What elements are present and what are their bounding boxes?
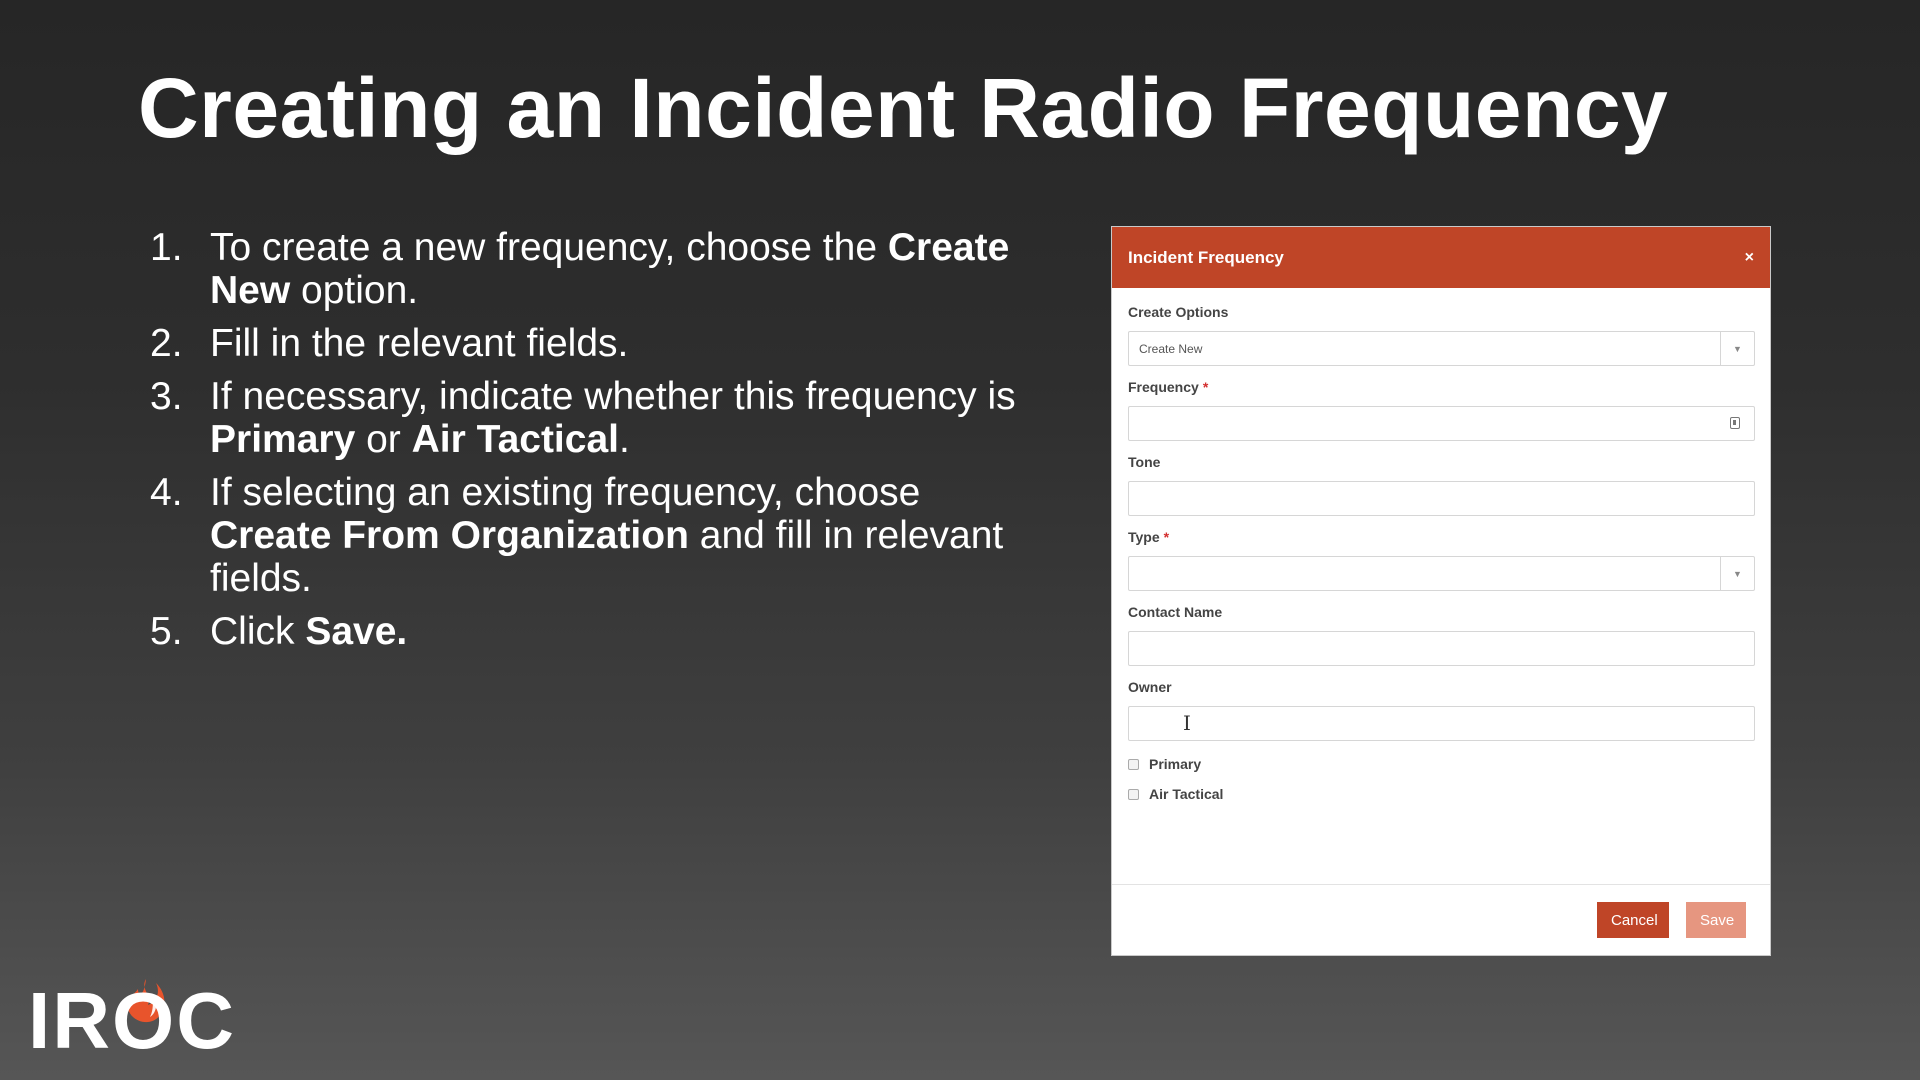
primary-checkbox-row[interactable]: [1128, 754, 1755, 774]
air-tactical-label: Air Tactical: [1149, 786, 1224, 802]
type-label: Type: [1128, 529, 1160, 545]
tone-field: [1128, 454, 1755, 516]
text-cursor-icon: I: [1183, 711, 1191, 735]
list-item: 4. If selecting an existing frequency, choose Create From Organization and fill in relevant fields.: [150, 471, 1004, 600]
list-item: 5. Click Save.: [150, 610, 408, 653]
contact-name-input[interactable]: [1128, 631, 1755, 666]
cancel-button[interactable]: Cancel: [1597, 902, 1669, 938]
chevron-down-icon[interactable]: ▼: [1720, 332, 1754, 365]
close-icon[interactable]: ×: [1744, 248, 1754, 266]
dialog-footer: [1112, 884, 1770, 955]
instruction-list: [150, 226, 1050, 663]
dialog-body: [1112, 288, 1770, 804]
owner-input[interactable]: [1128, 706, 1755, 741]
tone-input[interactable]: [1128, 481, 1755, 516]
owner-label: Owner: [1128, 679, 1172, 695]
frequency-field: [1128, 379, 1755, 441]
dialog-title: Incident Frequency: [1128, 247, 1284, 267]
contact-name-label: Contact Name: [1128, 604, 1223, 620]
create-options-value: Create New: [1139, 341, 1203, 356]
required-marker: *: [1202, 379, 1209, 395]
contact-name-field: [1128, 604, 1755, 666]
dialog-header: [1112, 227, 1770, 288]
type-field: [1128, 529, 1755, 591]
create-options-label: Create Options: [1128, 304, 1229, 320]
lookup-icon[interactable]: [1730, 417, 1740, 429]
list-item: 3. If necessary, indicate whether this frequency is Primary or Air Tactical.: [150, 375, 1016, 461]
list-item: 1. To create a new frequency, choose the Create New option.: [150, 226, 1010, 312]
create-options-select[interactable]: [1128, 331, 1755, 366]
frequency-input[interactable]: [1128, 406, 1755, 441]
tone-label: Tone: [1128, 454, 1161, 470]
type-select[interactable]: [1128, 556, 1755, 591]
chevron-down-icon[interactable]: ▼: [1720, 557, 1754, 590]
owner-field: [1128, 679, 1755, 741]
required-marker: *: [1163, 529, 1170, 545]
air-tactical-checkbox-row[interactable]: [1128, 784, 1755, 804]
slide-title: Creating an Incident Radio Frequency: [138, 61, 1669, 155]
primary-label: Primary: [1149, 756, 1202, 772]
air-tactical-checkbox[interactable]: [1128, 789, 1139, 800]
iroc-logo: [28, 975, 236, 1065]
save-button[interactable]: Save: [1686, 902, 1746, 938]
incident-frequency-dialog: [1111, 226, 1771, 956]
list-item: 2. Fill in the relevant fields.: [150, 322, 629, 365]
primary-checkbox[interactable]: [1128, 759, 1139, 770]
create-options-field: [1128, 304, 1755, 366]
frequency-label: Frequency: [1128, 379, 1199, 395]
logo-text: IROC: [28, 976, 236, 1065]
